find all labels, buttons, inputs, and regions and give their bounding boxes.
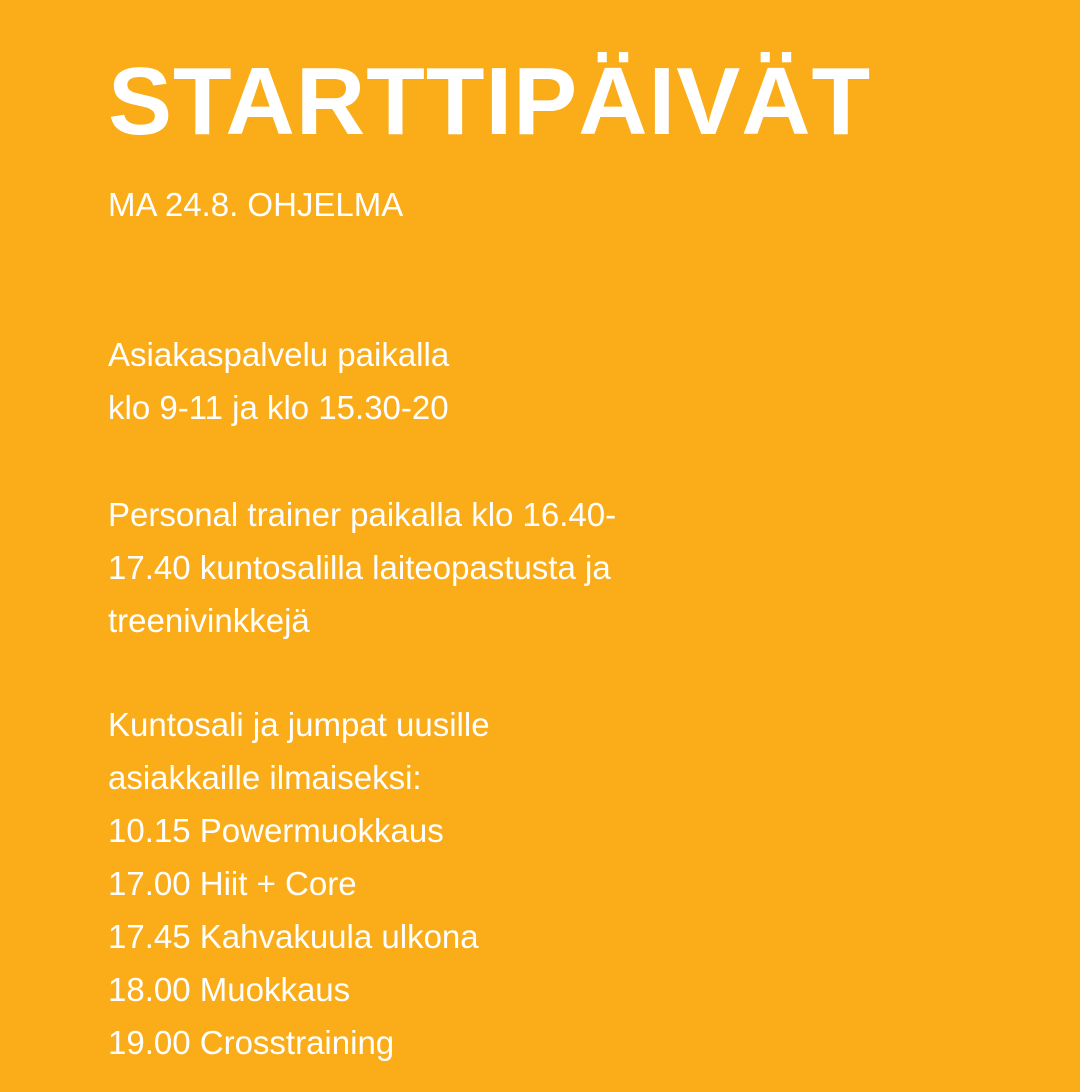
schedule-item: 19.00 Crosstraining xyxy=(108,1024,395,1061)
info-line: Personal trainer paikalla klo 16.40- xyxy=(108,496,617,533)
schedule-item: 17.45 Kahvakuula ulkona xyxy=(108,918,479,955)
free-classes-info xyxy=(108,698,490,1069)
personal-trainer-info xyxy=(108,488,616,647)
info-line: treenivinkkejä xyxy=(108,602,310,639)
poster-title: STARTTIPÄIVÄT xyxy=(108,48,872,155)
schedule-item: 17.00 Hiit + Core xyxy=(108,865,357,902)
schedule-item: 18.00 Muokkaus xyxy=(108,971,351,1008)
info-line: asiakkaille ilmaiseksi: xyxy=(108,759,422,796)
info-line: klo 9-11 ja klo 15.30-20 xyxy=(108,389,449,426)
customer-service-info xyxy=(108,328,449,434)
schedule-item: 10.15 Powermuokkaus xyxy=(108,812,444,849)
info-line: Asiakaspalvelu paikalla xyxy=(108,336,450,373)
info-line: 17.40 kuntosalilla laiteopastusta ja xyxy=(108,549,611,586)
info-line: Kuntosali ja jumpat uusille xyxy=(108,706,490,743)
poster-subtitle: MA 24.8. OHJELMA xyxy=(108,186,404,223)
